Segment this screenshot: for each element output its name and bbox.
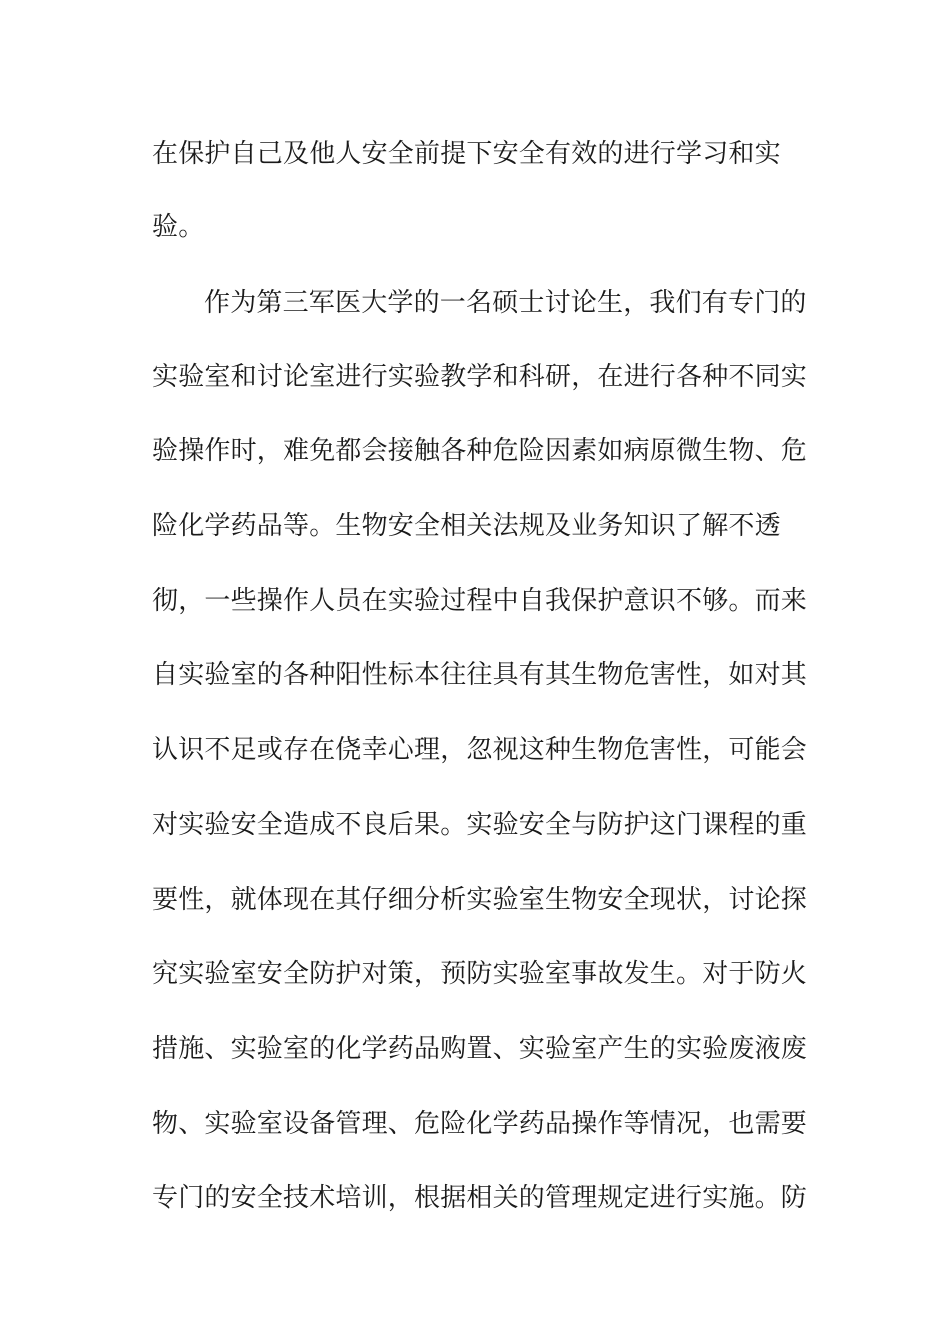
paragraph-first-line: 作为第三军医大学的一名硕士讨论生，我们有专门的 bbox=[204, 288, 807, 318]
text-line: 实验室和讨论室进行实验教学和科研，在进行各种不同实 bbox=[152, 362, 808, 392]
text-line: 自实验室的各种阳性标本往往具有其生物危害性，如对其 bbox=[152, 660, 808, 690]
text-line: 对实验安全造成不良后果。实验安全与防护这门课程的重 bbox=[152, 810, 808, 840]
text-line: 在保护自己及他人安全前提下安全有效的进行学习和实 bbox=[152, 139, 781, 169]
text-line: 专门的安全技术培训，根据相关的管理规定进行实施。防 bbox=[152, 1183, 808, 1213]
text-line: 措施、实验室的化学药品购置、实验室产生的实验废液废 bbox=[152, 1034, 808, 1064]
text-line: 验操作时，难免都会接触各种危险因素如病原微生物、危 bbox=[152, 436, 808, 466]
text-line: 认识不足或存在侥幸心理，忽视这种生物危害性，可能会 bbox=[152, 735, 808, 765]
text-line: 险化学药品等。生物安全相关法规及业务知识了解不透 bbox=[152, 511, 781, 541]
text-line: 彻，一些操作人员在实验过程中自我保护意识不够。而来 bbox=[152, 586, 808, 616]
text-line: 验。 bbox=[152, 212, 205, 242]
text-line: 物、实验室设备管理、危险化学药品操作等情况，也需要 bbox=[152, 1109, 808, 1139]
text-line: 要性，就体现在其仔细分析实验室生物安全现状，讨论探 bbox=[152, 885, 808, 915]
text-line: 究实验室安全防护对策，预防实验室事故发生。对于防火 bbox=[152, 959, 808, 989]
